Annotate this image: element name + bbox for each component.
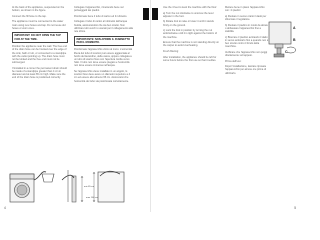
foot-adjustment-figure [267, 20, 299, 60]
paragraph: Verificare che l'apparecchio non poggi direttamente sul tappeto. [225, 50, 268, 57]
language-tab-marker [143, 8, 149, 20]
left-col-italian [74, 6, 134, 83]
paragraph: Prima dell'uso: [225, 59, 242, 63]
left-page [0, 0, 150, 212]
important-notice: IMPORTANTE: NON APRIRE IL RUBINETTO PER IL MOMENTO. [74, 36, 134, 46]
paragraph: Use the 4 feet to level the machine with the floor: [163, 6, 218, 9]
language-tab-marker [152, 8, 158, 20]
paragraph: Collegare il tubo di carico al rubinetto dell'acqua fredda, assicurandosi che sia ben stretto. Non utilizzare tubi vecchi o usurati per il collegamento alla rete idrica. [74, 20, 133, 33]
paragraph: Posizionare bene il tubo di carico ed il rubinetto. [74, 14, 128, 18]
paragraph: c) Bloccare il piedino avvitando il dado in senso antiorario fino a quando non è ben stretto contro il fondo della macchina. [225, 35, 269, 49]
paragraph: Se l'apparecchio viene installato in un angolo, lo scarico fisso deve avere un diametro superiore a 4 cm ed essere alto almeno 65 cm. Assicurarsi che l'estremità del tubo sia posizionata correttamente. [74, 70, 131, 83]
paragraph: c) Lock the foot in position by turning the nut anticlockwise until it is tight against the bottom of the machine. [163, 29, 217, 39]
paragraph: The appliance must be connected to the water main using new hoses and tap. Do not reuse old hoses or worn ones. [12, 20, 66, 30]
page-number: 4 [4, 206, 6, 210]
drain-installation-figure [8, 166, 128, 204]
paragraph: Position the appliance near the wall. The free end of the drain hose can be hooked over the edge of the sink, bath or tub, or connected to a standpipe with the outlet pointing up. The drain hose must not be kinked and the free end must not be submerged. [12, 45, 67, 65]
right-col-italian [225, 6, 269, 75]
important-notice: IMPORTANT: DO NOT OPEN THE TAP FOR AT THE TIME. [12, 32, 68, 42]
paragraph: a) Ruotare in senso orario il dado per sbloccare il regolatore. [225, 14, 267, 21]
paragraph: Mettere bene in piano l'apparecchio con i 4 piedini: [225, 6, 265, 13]
figure-label-a: A [293, 26, 296, 30]
paragraph: At the back of the appliance, suspended on the bottom, as shown in the figure. [12, 6, 65, 13]
paragraph: Ensure that the machine is not standing directly on the carpet to avoid overheating. [163, 41, 220, 48]
dimension-label: max 100 cm [86, 197, 98, 199]
paragraph: If installed in a corner the permanent drain should be made of a standpipe greater than 4 cm in diameter and at least 65 cm high. Make sure the end of the drain hose is positioned correctly. [12, 66, 67, 80]
paragraph: b) Ruotare il piedino in modo da alzare o abbassare l'apparecchio fino a stabilità. [225, 23, 268, 33]
paragraph: Collegare l'apparecchio, rimettendo bene nel portaoggetti dei piedini. [74, 6, 124, 13]
paragraph: Posizionare l'apparecchio vicino al muro. L'estremità libera del tubo di scarico può essere agganciata al bordo del lavandino, della vasca, oppure collegata a un tubo di scarico fisso con l'apertura rivolta verso l'alto. Il tubo non deve essere piegato e l'estremità non deve essere immersa nell'acqua. [74, 48, 133, 68]
paragraph: Connect the fill hose to the tap. [12, 14, 47, 18]
figure-label-c: C [285, 50, 288, 54]
right-col-english [163, 6, 219, 62]
paragraph: b) Rotate foot to raise or lower it until it stands firmly on the ground. [163, 20, 214, 27]
left-col-english [12, 6, 68, 80]
page-number: 5 [294, 206, 296, 210]
right-page [150, 0, 300, 212]
drain-installation-illustration [8, 166, 128, 204]
figure-label-b: B [293, 38, 296, 42]
dimension-label: min 65 cm [84, 186, 95, 188]
paragraph: a) Turn the nut clockwise to unscrew the level adjuster in the foot. [163, 11, 214, 18]
paragraph: After installation, the appliance should be left for some hours before the first use so that it settles. [163, 55, 217, 62]
paragraph: Fresh filtering: [163, 49, 179, 53]
paragraph: Dopo l'installazione, lasciare riposare l'apparecchio per alcune ore prima di utilizzarlo. [225, 65, 267, 75]
